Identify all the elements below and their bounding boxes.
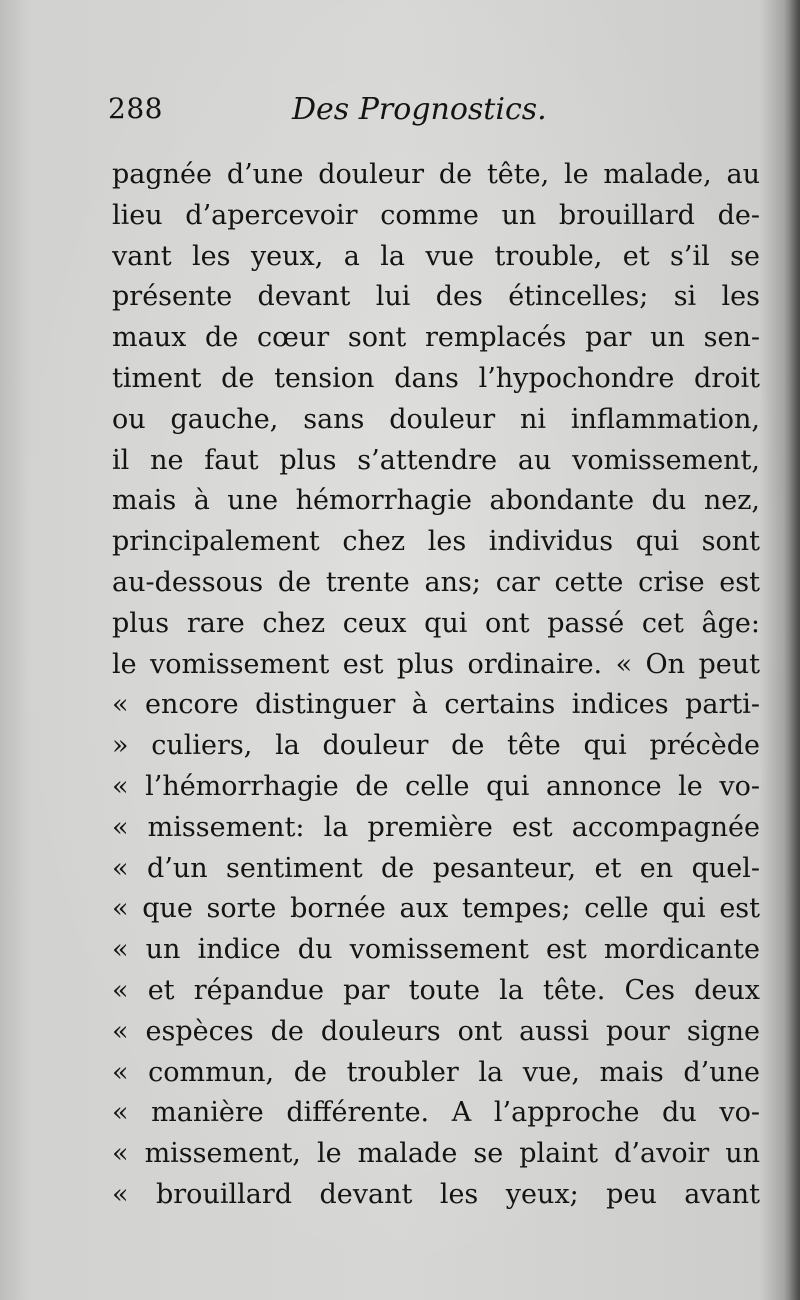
text-line: « commun, de troubler la vue, mais d’une — [112, 1056, 760, 1088]
text-line: principalement chez les individus qui sont — [112, 526, 760, 558]
text-line: « d’un sentiment de pesanteur, et en quel- — [112, 852, 760, 884]
text-line: au-dessous de trente ans; car cette crise est — [112, 566, 760, 598]
text-line: « encore distinguer à certains indices parti- — [112, 689, 760, 721]
text-line: vant les yeux, a la vue trouble, et s’il se — [112, 240, 760, 272]
page-number: 288 — [108, 92, 163, 125]
text-line: maux de cœur sont remplacés par un sen- — [112, 322, 760, 354]
text-line: « et répandue par toute la tête. Ces deux — [112, 974, 760, 1006]
text-line: « missement: la première est accompagnée — [112, 811, 760, 843]
text-line: « missement, le malade se plaint d’avoir un — [112, 1138, 760, 1170]
text-line: mais à une hémorrhagie abondante du nez, — [112, 485, 760, 517]
text-line: présente devant lui des étincelles; si les — [112, 281, 760, 313]
text-line: « l’hémorrhagie de celle qui annonce le vo- — [112, 770, 760, 802]
text-line: ou gauche, sans douleur ni inflammation, — [112, 403, 760, 435]
text-line: plus rare chez ceux qui ont passé cet âge: — [112, 607, 760, 639]
body-text — [112, 155, 760, 1216]
running-head: Des Prognostics. — [292, 92, 547, 127]
page-header — [108, 92, 578, 142]
text-line: pagnée d’une douleur de tête, le malade, au — [112, 159, 760, 190]
text-line: « brouillard devant les yeux; peu avant — [112, 1178, 760, 1210]
text-line: lieu d’apercevoir comme un brouillard de- — [112, 199, 760, 231]
page-edge-shadow — [784, 0, 800, 1300]
text-line: » culiers, la douleur de tête qui précède — [112, 730, 760, 762]
text-line: timent de tension dans l’hypochondre droit — [112, 362, 760, 394]
text-line: il ne faut plus s’attendre au vomissement, — [112, 444, 760, 476]
text-line: « espèces de douleurs ont aussi pour signe — [112, 1015, 760, 1047]
text-line: « manière différente. A l’approche du vo- — [112, 1097, 760, 1129]
text-line: le vomissement est plus ordinaire. « On peut — [112, 648, 760, 680]
text-line: « que sorte bornée aux tempes; celle qui est — [112, 893, 760, 925]
text-line: « un indice du vomissement est mordicante — [112, 934, 760, 966]
